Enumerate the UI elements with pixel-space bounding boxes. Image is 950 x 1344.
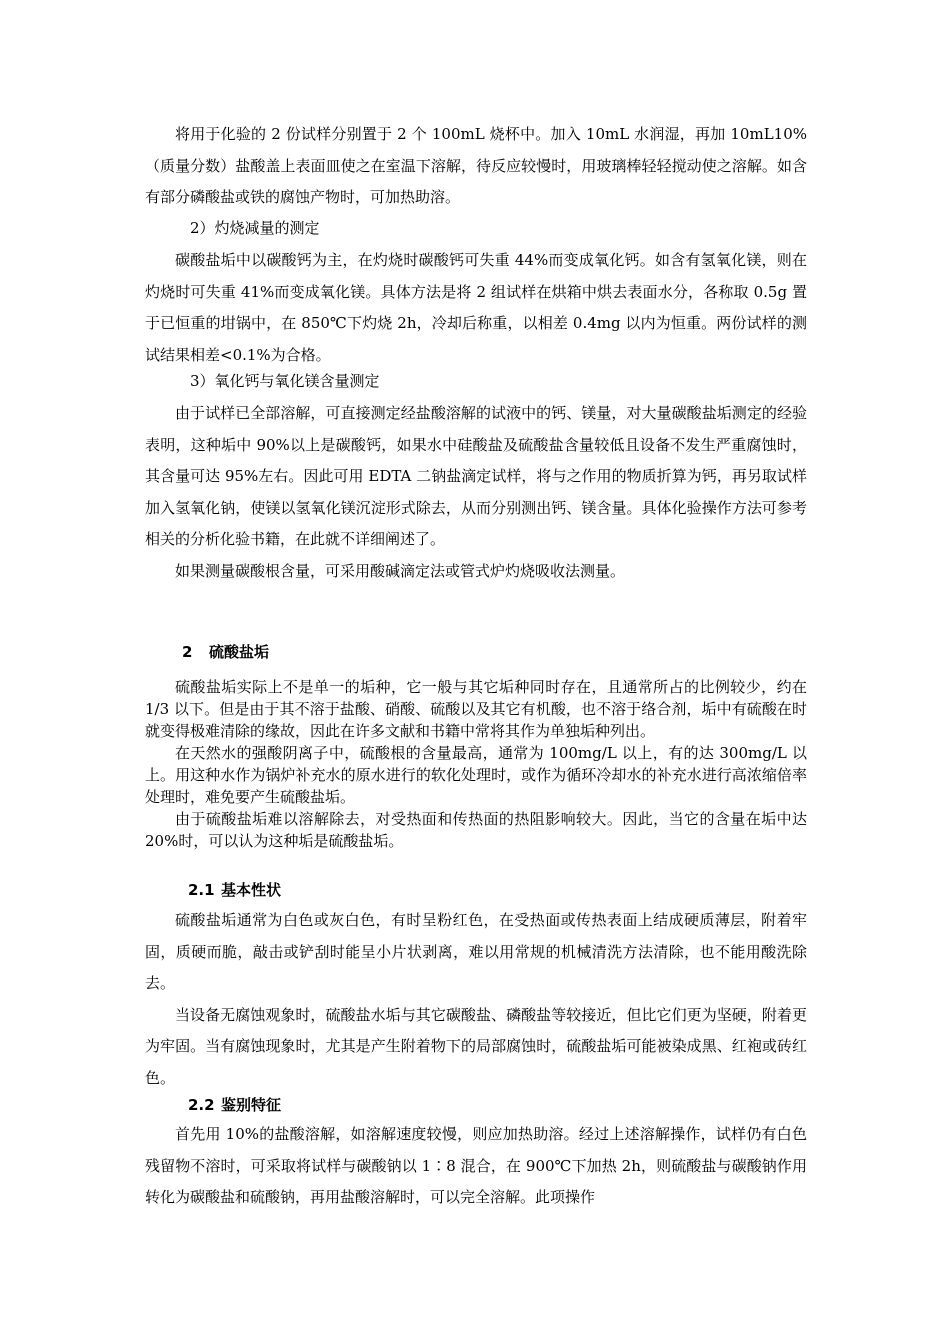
- sulfate-water-paragraph: 在天然水的强酸阴离子中，硫酸根的含量最高，通常为 100mg/L 以上，有的达 300mg/L 以上。用这种水作为锅炉补充水的原水进行的软化处理时，或作为循环冷却水的补充水进行高浓缩倍率处理时，难免要产生硫酸盐垢。: [145, 744, 807, 806]
- subsection-number: 2.1: [188, 881, 215, 899]
- sulfate-definition-paragraph: 由于硫酸盐垢难以溶解除去，对受热面和传热面的热阻影响较大。因此，当它的含量在垢中达 20%时，可以认为这种垢是硫酸盐垢。: [145, 810, 807, 850]
- identification-block: [145, 1119, 807, 1214]
- subsection-title: 鉴别特征: [221, 1096, 282, 1114]
- ca-mg-paragraph-block: [145, 398, 807, 587]
- subsection-number: 2.2: [188, 1096, 215, 1114]
- identification-paragraph: 首先用 10%的盐酸溶解，如溶解速度较慢，则应加热助溶。经过上述溶解操作，试样仍有白色残留物不溶时，可采取将试样与碳酸钠以 1∶8 混合，在 900℃下加热 2h，则硫酸盐与碳酸钠作用转化为碳酸盐和硫酸钠，再用盐酸溶解时，可以完全溶解。此项操作: [145, 1125, 807, 1206]
- properties-block: [145, 905, 807, 1094]
- ca-mg-subheading: 3）氧化钙与氧化镁含量测定: [190, 372, 380, 390]
- subsection-title: 基本性状: [221, 881, 282, 899]
- section-number: 2: [182, 643, 193, 661]
- sulfate-intro-paragraph: 硫酸盐垢实际上不是单一的垢种，它一般与其它垢种同时存在，且通常所占的比例较少，约在 1/3 以下。但是由于其不溶于盐酸、硝酸、硫酸以及其它有机酸，也不溶于络合剂，垢中有硫酸在时就变得极难清除的缘故，因此在许多文献和书籍中常将其作为单独垢种列出。: [145, 678, 807, 740]
- section-heading-sulfate: [182, 641, 269, 663]
- ignition-subheading: 2）灼烧减量的测定: [190, 219, 320, 237]
- ignition-paragraph-block: [145, 245, 807, 371]
- section-title: 硫酸盐垢: [209, 643, 270, 661]
- subsection-heading-identification: [188, 1094, 281, 1116]
- comparison-paragraph: 当设备无腐蚀观象时，硫酸盐水垢与其它碳酸盐、磷酸盐等较接近，但比它们更为坚硬，附着更为牢固。当有腐蚀现象时，尤其是产生附着物下的局部腐蚀时，硫酸盐垢可能被染成黑、红袍或砖红色。: [145, 1005, 807, 1087]
- dissolve-paragraph-block: [145, 119, 807, 214]
- carbonate-paragraph: 如果测量碳酸根含量，可采用酸碱滴定法或管式炉灼烧吸收法测量。: [175, 561, 626, 580]
- subsection-heading-properties: [188, 879, 281, 901]
- sulfate-intro-block: [145, 676, 807, 852]
- dissolve-paragraph: 将用于化验的 2 份试样分别置于 2 个 100mL 烧杯中。加入 10mL 水润湿，再加 10mL10%（质量分数）盐酸盖上表面皿使之在室温下溶解，待反应较慢时，用玻璃棒轻轻搅动使之溶解。如含有部分磷酸盐或铁的腐蚀产物时，可加热助溶。: [145, 125, 807, 206]
- properties-paragraph: 硫酸盐垢通常为白色或灰白色，有时呈粉红色，在受热面或传热表面上结成硬质薄层，附着牢固，质硬而脆，敲击或铲刮时能呈小片状剥离，难以用常规的机械清洗方法清除，也不能用酸洗除去。: [145, 911, 807, 992]
- ignition-paragraph: 碳酸盐垢中以碳酸钙为主，在灼烧时碳酸钙可失重 44%而变成氧化钙。如含有氢氧化镁，则在灼烧时可失重 41%而变成氧化镁。具体方法是将 2 组试样在烘箱中烘去表面水分，各称取 0.5g 置于已恒重的坩锅中，在 850℃下灼烧 2h，冷却后称重，以相差 0.4mg 以内为恒重。两份试样的测试结果相差<0.1%为合格。: [145, 251, 807, 364]
- ca-mg-paragraph: 由于试样已全部溶解，可直接测定经盐酸溶解的试液中的钙、镁量，对大量碳酸盐垢测定的经验表明，这种垢中 90%以上是碳酸钙，如果水中硅酸盐及硫酸盐含量较低且设备不发生严重腐蚀时，其含量可达 95%左右。因此可用 EDTA 二钠盐滴定试样，将与之作用的物质折算为钙，再另取试样加入氢氧化钠，使镁以氢氧化镁沉淀形式除去，从而分别测出钙、镁含量。具体化验操作方法可参考相关的分析化验书籍，在此就不详细阐述了。: [145, 404, 807, 548]
